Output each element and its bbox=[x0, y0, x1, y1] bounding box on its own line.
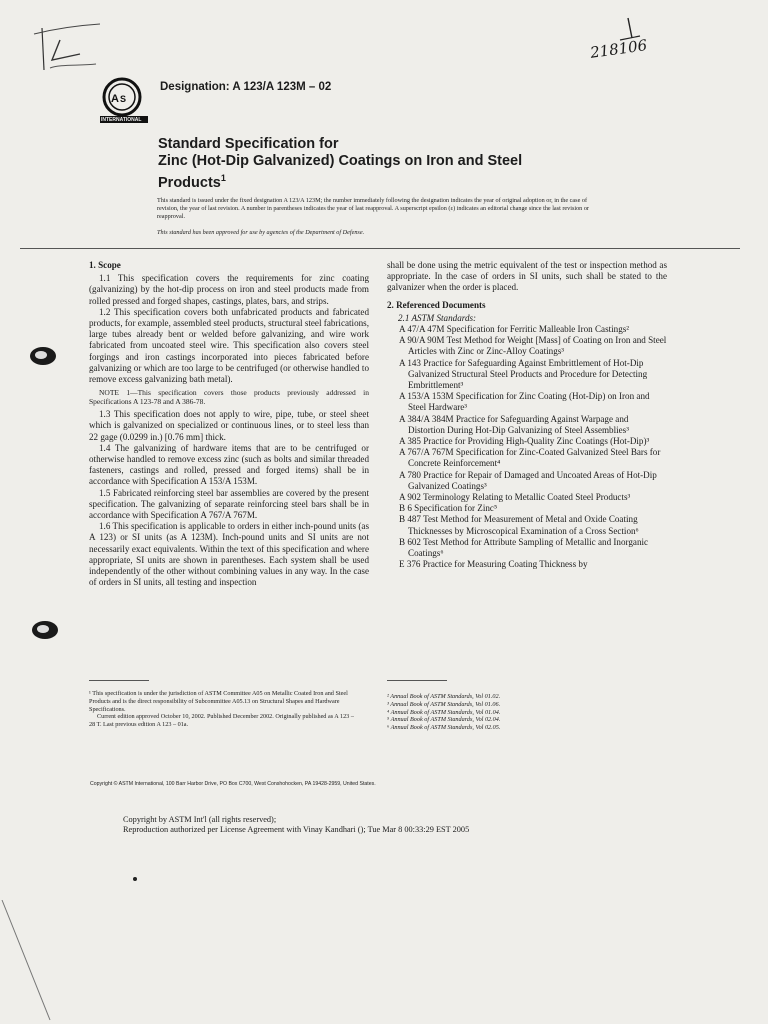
footnote: ⁶ Annual Book of ASTM Standards, Vol 02.05. bbox=[387, 724, 501, 732]
title-footnote-ref: 1 bbox=[220, 173, 226, 183]
reference-item: B 6 Specification for Zinc⁵ bbox=[399, 503, 498, 514]
reference-item: B 602 Test Method for Attribute Sampling of Metallic and Inorganic Coatings⁶ bbox=[399, 536, 649, 559]
astm-standards-heading: 2.1 ASTM Standards: bbox=[398, 312, 477, 323]
reference-item: A 780 Practice for Repair of Damaged and Uncoated Areas of Hot-Dip Galvanized Coatings³ bbox=[399, 469, 657, 491]
right-column bbox=[387, 260, 667, 570]
note-1: NOTE 1—This specification covers those products previously addressed in Specifications A 123-78 and A 386-78. bbox=[89, 388, 369, 407]
scan-dot bbox=[133, 877, 137, 881]
footnote-rule-left bbox=[89, 680, 149, 681]
footnote: ⁴ Annual Book of ASTM Standards, Vol 01.04. bbox=[387, 708, 501, 716]
reference-item: B 487 Test Method for Measurement of Metal and Oxide Coating Thicknesses by Microscopical Examination of a Cross Section⁶ bbox=[399, 514, 639, 536]
reference-item: A 143 Practice for Safeguarding Against Embrittlement of Hot-Dip Galvanized Structural Steel Products and Procedure for Detecting Embrittlement³ bbox=[399, 357, 648, 391]
reference-item: A 47/A 47M Specification for Ferritic Malleable Iron Castings² bbox=[399, 324, 630, 335]
para-1-6: 1.6 This specification is applicable to orders in either inch-pound units (as A 123) or SI units (as A 123M). Inch-pound units and SI units are not necessarily exact equivalents. Within the text of this specification and where appropriate, SI units are shown in parentheses. Each system shall be used independently of the other without combining values in any way. In the case of orders in SI units, all testing and inspection bbox=[89, 521, 369, 588]
binder-hole-bottom bbox=[30, 618, 60, 642]
handwritten-note: 218106 bbox=[589, 36, 649, 62]
reference-list bbox=[387, 324, 667, 570]
footnote: ² Annual Book of ASTM Standards, Vol 01.02. bbox=[387, 693, 501, 700]
continuation-text: shall be done using the metric equivalent of the test or inspection method as appropriate. In the case of orders in SI units, such shall be stated to the galvanizer when the order is placed. bbox=[387, 260, 667, 293]
footnote: ¹ This specification is under the jurisdiction of ASTM Committee A05 on Metallic Coated Iron and Steel Products and is the direct responsibility of Subcommittee A05.13 on Structural Shapes and Hardware Specifications. bbox=[89, 690, 348, 713]
title-line-1: Standard Specification for bbox=[158, 136, 339, 152]
para-1-2: 1.2 This specification covers both unfabricated products and fabricated products, for example, assembled steel products, structural steel fabrications, large tubes already bent or welded before galvanizing, and wire work fabricated from uncoated steel wire. This specification also covers steel forgings and iron castings incorporated into pieces fabricated before galvanizing or which are too large to be centrifuged (or otherwise handled to remove excess galvanizing bath metal). bbox=[89, 306, 369, 385]
reference-item: A 153/A 153M Specification for Zinc Coating (Hot-Dip) on Iron and Steel Hardware³ bbox=[399, 391, 650, 413]
copyright-line: Copyright © ASTM International, 100 Barr Harbor Drive, PO Box C700, West Conshohocken, PA 19428-2959, United States. bbox=[90, 781, 376, 787]
issuance-note: This standard is issued under the fixed designation A 123/A 123M; the number immediately following the designation indicates the year of original adoption or, in the case of revision, the year of last revision. A number in parentheses indicates the year of last reapproval. A superscript epsilon (ε) indicates an editorial change since the last revision or reapproval. bbox=[157, 197, 589, 220]
footnote: ³ Annual Book of ASTM Standards, Vol 01.06. bbox=[387, 700, 501, 708]
scan-fold-line bbox=[0, 900, 60, 1024]
refdocs-heading: 2. Referenced Documents bbox=[387, 299, 486, 310]
reproduction-line-2: Reproduction authorized per License Agreement with Vinay Kandhari (); Tue Mar 8 00:33:29 EST 2005 bbox=[123, 825, 470, 834]
reference-item: A 902 Terminology Relating to Metallic Coated Steel Products³ bbox=[399, 492, 631, 503]
document-title bbox=[158, 136, 588, 192]
logo-text: INTERNATIONAL bbox=[101, 117, 142, 123]
title-line-3: Products$^1$ bbox=[158, 173, 226, 191]
footnote: Current edition approved October 10, 2002. Published December 2002. Originally published as A 123 – 28 T. Last previous edition A 123 – 01a. bbox=[89, 713, 354, 729]
footnote: ⁵ Annual Book of ASTM Standards, Vol 02.04. bbox=[387, 716, 501, 724]
para-1-1: 1.1 This specification covers the requirements for zinc coating (galvanizing) by the hot-dip process on iron and steel products made from rolled pressed and forged shapes, castings, plates, bars, and strips. bbox=[89, 273, 369, 306]
reference-item: A 384/A 384M Practice for Safeguarding Against Warpage and Distortion During Hot-Dip Galvanizing of Steel Assemblies³ bbox=[399, 413, 629, 435]
reproduction-line-1: Copyright by ASTM Int'l (all rights reserved); bbox=[123, 815, 277, 824]
reference-item: A 767/A 767M Specification for Zinc-Coated Galvanized Steel Bars for Concrete Reinforcement⁴ bbox=[399, 447, 661, 469]
scope-heading: 1. Scope bbox=[89, 260, 121, 270]
svg-text:A: A bbox=[111, 93, 119, 105]
footnote-rule-right bbox=[387, 680, 447, 681]
binder-hole-top bbox=[28, 344, 58, 368]
reproduction-notice bbox=[123, 815, 469, 835]
reference-item: A 90/A 90M Test Method for Weight [Mass] of Coating on Iron and Steel Articles with Zinc or Zinc-Alloy Coatings³ bbox=[399, 335, 667, 357]
handwritten-mark-topleft bbox=[30, 20, 110, 80]
para-1-3: 1.3 This specification does not apply to wire, pipe, tube, or steel sheet which is galvanized on specialized or continuous lines, or to steel less than 22 gage (0.0299 in.) [0.76 mm] thick. bbox=[89, 409, 369, 442]
para-1-5: 1.5 Fabricated reinforcing steel bar assemblies are covered by the present specification. The galvanizing of separate reinforcing steel bars shall be in accordance with Specification A 767/A 767M. bbox=[89, 487, 369, 521]
title-line-2: Zinc (Hot-Dip Galvanized) Coatings on Iron and Steel bbox=[158, 153, 523, 169]
svg-text:S: S bbox=[120, 94, 127, 104]
footnotes-left bbox=[89, 690, 359, 729]
reference-item: A 385 Practice for Providing High-Quality Zinc Coatings (Hot-Dip)³ bbox=[399, 436, 650, 447]
header-divider bbox=[20, 248, 740, 249]
para-1-4: 1.4 The galvanizing of hardware items that are to be centrifuged or otherwise handled to remove excess zinc (such as bolts and similar threaded fasteners, castings and rolled, pressed and forged items) shall be in accordance with Specification A 153/A 153M. bbox=[89, 442, 369, 487]
footnotes-right bbox=[387, 693, 657, 732]
defense-approval-note: This standard has been approved for use by agencies of the Department of Defense. bbox=[157, 229, 365, 236]
reference-item: E 376 Practice for Measuring Coating Thickness by bbox=[399, 559, 588, 570]
designation: Designation: A 123/A 123M – 02 bbox=[160, 81, 332, 93]
left-column bbox=[89, 260, 369, 588]
